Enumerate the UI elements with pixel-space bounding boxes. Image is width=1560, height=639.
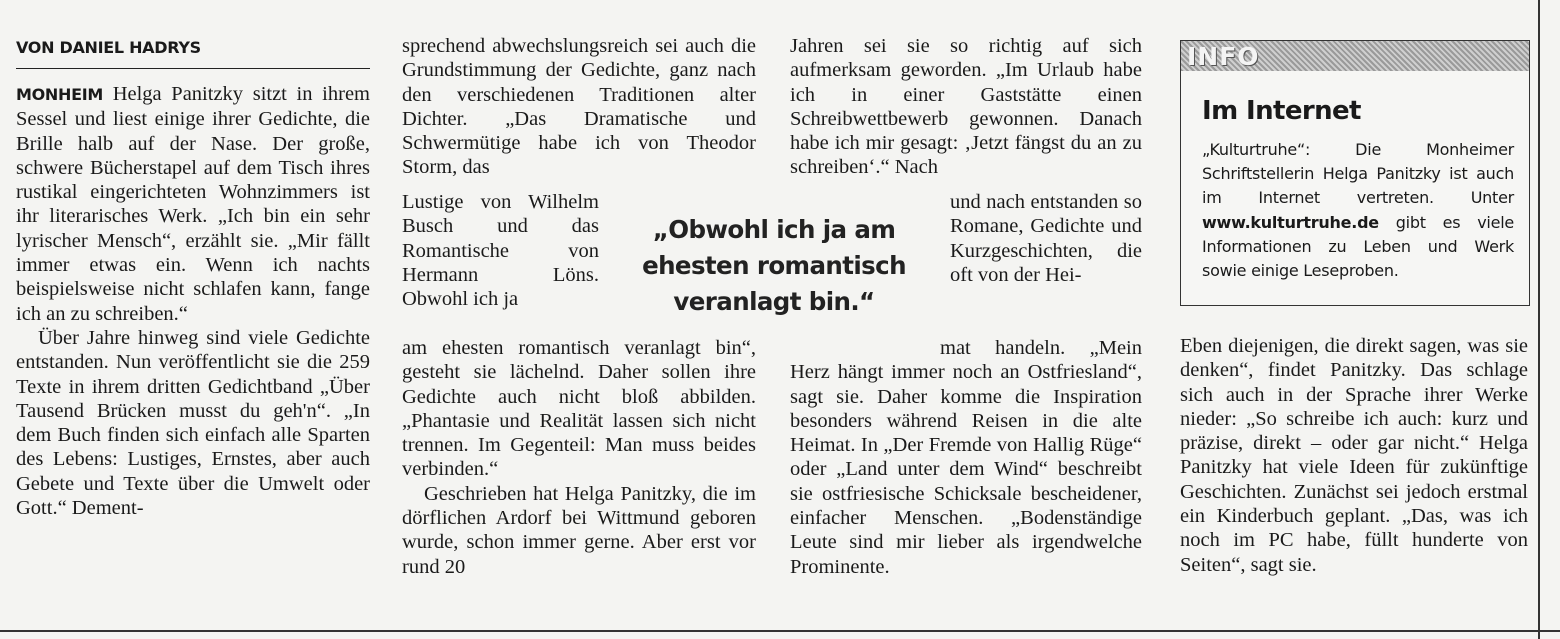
- article-column-3-top: Jahren sei sie so richtig auf sich aufmerksam geworden. „Im Urlaub habe ich in einer Gaststätte einen Schreibwettbewerb gewonnen. Danach habe ich mir gesagt: ‚Jetzt fängst du an zu schreiben‘.“ Nach: [790, 35, 1142, 179]
- info-text-before: „Kulturtruhe“: Die Monheimer Schriftstellerin Helga Panitzky ist auch im Internet vertreten. Unter: [1202, 140, 1514, 208]
- paragraph-3: am ehesten romantisch veranlagt bin“, gesteht sie lächelnd. Daher sollen ihre Gedichte auch nicht bloß abbilden. „Phantasie und Realität lassen sich nicht trennen. Im Gegenteil: Man muss beides verbinden.“: [402, 337, 756, 481]
- article-column-3-wrap: und nach entstanden so Romane, Gedichte und Kurzgeschichten, die oft von der Hei-: [950, 191, 1142, 286]
- dateline: MONHEIM: [16, 85, 104, 104]
- frame-border-right: [1538, 0, 1540, 639]
- byline-rule: [16, 68, 370, 69]
- info-url-link[interactable]: www.kulturtruhe.de: [1202, 212, 1379, 232]
- frame-border-bottom: [0, 630, 1560, 632]
- article-column-3-bottom: mat handeln. „Mein Herz hängt immer noch an Ostfriesland“, sagt sie. Daher komme die Inspiration besonders während Reisen in die alte Heimat. In „Der Fremde von Hallig Rüge“ oder „Land unter dem Wind“ beschreibt sie ostfriesische Schicksale bescheidener, einfacher Menschen. „Bodenständige Leute sind mir lieber als irgendwelche Prominente.: [790, 337, 1142, 578]
- info-label: INFO: [1187, 42, 1260, 71]
- paragraph-1: [16, 82, 370, 326]
- pull-quote: „Obwohl ich ja am ehesten romantisch veranlagt bin.“: [642, 215, 906, 316]
- article-column-1: [16, 82, 370, 520]
- article-column-2-wrap: Lustige von Wilhelm Busch und das Romantische von Hermann Löns. Obwohl ich ja: [402, 191, 599, 311]
- paragraph-1-text: Helga Panitzky sitzt in ihrem Sessel und liest einige ihrer Gedichte, die Brille halb auf der Nase. Der große, schwere Bücherstapel auf dem Tisch ihres rustikal eingerichteten Wohnzimmers ist ihr literarisches Werk. „Ich bin ein sehr lyrischer Mensch“, erzählt sie. „Mir fällt immer etwas ein. Wenn ich nachts beispielsweise nicht schlafen kann, fange ich an zu schreiben.“: [16, 83, 370, 325]
- info-text-after: gibt es viele Informationen zu Leben und Werk sowie einige Leseproben.: [1202, 212, 1514, 281]
- info-box-header: [1181, 41, 1529, 71]
- article-column-2-top: sprechend abwechslungsreich sei auch die Grundstimmung der Gedichte, ganz nach den verschiedenen Traditionen alter Dichter. „Das Dramatische und Schwermütige habe ich von Theodor Storm, das: [402, 35, 756, 179]
- info-text: [1202, 138, 1514, 283]
- paragraph-2: Über Jahre hinweg sind viele Gedichte entstanden. Nun veröffentlicht sie die 259 Texte in ihrem dritten Gedichtband „Über Tausend Brücken musst du geh'n“. „In dem Buch finden sich einfach alle Sparten des Lebens: Lustiges, Ernstes, aber auch Gebete und Texte über die Umwelt oder Gott.“ Dement-: [16, 326, 370, 520]
- byline: VON DANIEL HADRYS: [16, 38, 201, 57]
- article-column-4: Eben diejenigen, die direkt sagen, was sie denken“, findet Panitzky. Das schlage sich auch in der Sprache ihrer Werke nieder: „So schreibe ich auch: kurz und präzise, direkt – oder gar nicht.“ Helga Panitzky hat viele Ideen für zukünftige Geschichten. Zunächst sei jedoch erstmal ein Kinderbuch geplant. „Das, was ich noch im PC habe, füllt hunderte von Seiten“, sagt sie.: [1180, 335, 1528, 576]
- paragraph-4: Geschrieben hat Helga Panitzky, die im dörflichen Ardorf bei Wittmund geboren wurde, schon immer gerne. Aber erst vor rund 20: [402, 482, 756, 578]
- article-column-2-bottom: [402, 336, 756, 579]
- info-title: Im Internet: [1202, 96, 1361, 126]
